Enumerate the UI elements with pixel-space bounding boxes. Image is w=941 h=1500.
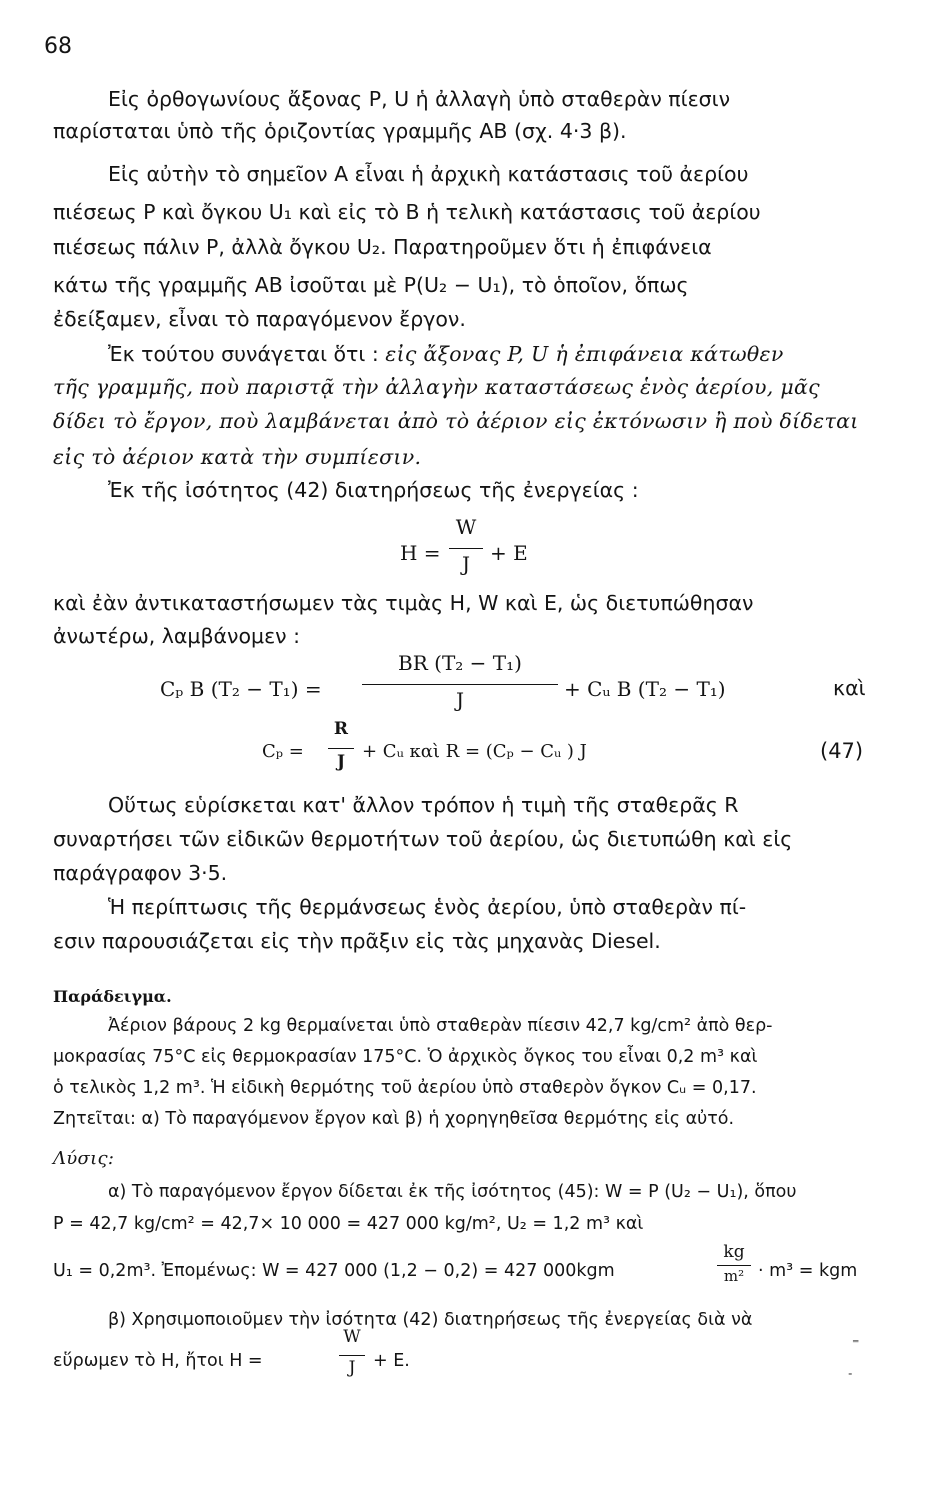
print-mark: ˗: [848, 1366, 853, 1382]
print-mark: ⁼: [852, 1336, 860, 1352]
text-line: πιέσεως P καὶ ὄγκου U₁ καὶ εἰς τὸ Β ἡ τελικὴ κατάστασις τοῦ ἀερίου: [53, 200, 761, 224]
solution-line: P = 42,7 kg/cm² = 42,7× 10 000 = 427 000 kg/m², U₂ = 1,2 m³ καὶ: [53, 1214, 644, 1234]
text-line: Οὕτως εὑρίσκεται κατ' ἄλλον τρόπον ἡ τιμὴ τῆς σταθερᾶς R: [108, 793, 739, 817]
solution-line: U₁ = 0,2m³. Ἐπομένως: W = 427 000 (1,2 − 0,2) = 427 000kgm: [53, 1261, 615, 1281]
solution-line: β) Χρησιμοποιοῦμεν τὴν ἰσότητα (42) διατηρήσεως τῆς ἐνεργείας διὰ νὰ: [108, 1310, 753, 1330]
text-line: κάτω τῆς γραμμῆς ΑΒ ἰσοῦται μὲ P(U₂ − U₁), τὸ ὁποῖον, ὅπως: [53, 273, 689, 297]
text-line: ἀνωτέρω, λαμβάνομεν :: [53, 624, 301, 648]
italic-span: εἰς ἄξονας P, U ἡ ἐπιφάνεια κάτωθεν: [385, 342, 784, 366]
solution-line: · m³ = kgm: [758, 1261, 858, 1281]
fraction-bar: [717, 1265, 751, 1266]
text-line: ἐδείξαμεν, εἶναι τὸ παραγόμενον ἔργον.: [53, 307, 466, 331]
eq-denominator: J: [348, 1358, 356, 1378]
fraction-bar: [328, 748, 354, 749]
text-line: Εἰς αὐτὴν τὸ σημεῖον Α εἶναι ἡ ἀρχικὴ κατάστασις τοῦ ἀερίου: [108, 162, 749, 186]
text-line: παρίσταται ὑπὸ τῆς ὁριζοντίας γραμμῆς ΑΒ (σχ. 4·3 β).: [53, 119, 627, 143]
example-line: Ζητεῖται: α) Τὸ παραγόμενον ἔργον καὶ β) ἡ χορηγηθεῖσα θερμότης εἰς αὐτό.: [53, 1109, 735, 1129]
italic-line: εἰς τὸ ἀέριον κατὰ τὴν συμπίεσιν.: [53, 445, 422, 469]
text-line: Ἐκ τῆς ἰσότητος (42) διατηρήσεως τῆς ἐνεργείας :: [108, 478, 639, 502]
eq-lhs: Cₚ =: [262, 741, 304, 762]
text-line: καὶ ἐὰν ἀντικαταστήσωμεν τὰς τιμὰς H, W καὶ E, ὡς διετυπώθησαν: [53, 591, 754, 615]
unit-denominator: m²: [723, 1267, 745, 1285]
text-span: Ἐκ τούτου συνάγεται ὅτι :: [108, 342, 379, 366]
text-line: [108, 341, 784, 367]
eq-numerator: BR (T₂ − T₁): [398, 651, 522, 675]
italic-line: τῆς γραμμῆς, ποὺ παριστᾷ τὴν ἀλλαγὴν καταστάσεως ἑνὸς ἀερίου, μᾶς: [53, 375, 820, 399]
solution-line: + E.: [373, 1351, 410, 1371]
example-heading: Παράδειγμα.: [53, 987, 172, 1006]
fraction-bar: [339, 1355, 365, 1356]
text-line: Εἰς ὀρθογωνίους ἄξονας P, U ἡ ἀλλαγὴ ὑπὸ σταθερὰν πίεσιν: [108, 87, 731, 111]
text-line: συναρτήσει τῶν εἰδικῶν θερμοτήτων τοῦ ἀερίου, ὡς διετυπώθη καὶ εἰς: [53, 827, 793, 851]
eq-numerator: W: [455, 515, 477, 539]
solution-label: Λύσις:: [53, 1148, 115, 1169]
solution-line: α) Τὸ παραγόμενον ἔργον δίδεται ἐκ τῆς ἰσότητος (45): W = P (U₂ − U₁), ὅπου: [108, 1182, 797, 1202]
fraction-bar: [449, 548, 483, 549]
text-line: πιέσεως πάλιν P, ἀλλὰ ὄγκου U₂. Παρατηροῦμεν ὅτι ἡ ἐπιφάνεια: [53, 235, 712, 259]
eq-denominator: J: [336, 752, 346, 772]
italic-line: δίδει τὸ ἔργον, ποὺ λαμβάνεται ἀπὸ τὸ ἀέριον εἰς ἐκτόνωσιν ἢ ποὺ δίδεται: [53, 409, 859, 433]
eq-rhs: + E: [490, 541, 528, 565]
eq-numerator: W: [343, 1327, 361, 1347]
equation-number: (47): [820, 739, 864, 763]
eq-lhs: Cₚ B (T₂ − T₁) =: [160, 677, 322, 701]
eq-denominator: J: [461, 552, 471, 576]
example-line: μοκρασίας 75°C εἰς θερμοκρασίαν 175°C. Ὁ ἀρχικὸς ὄγκος του εἶναι 0,2 m³ καὶ: [53, 1047, 758, 1067]
unit-numerator: kg: [723, 1242, 745, 1262]
example-line: ὁ τελικὸς 1,2 m³. Ἡ εἰδικὴ θερμότης τοῦ ἀερίου ὑπὸ σταθερὸν ὄγκον Cᵤ = 0,17.: [53, 1078, 757, 1098]
text-line: εσιν παρουσιάζεται εἰς τὴν πρᾶξιν εἰς τὰς μηχανὰς Diesel.: [53, 929, 661, 953]
example-line: Ἀέριον βάρους 2 kg θερμαίνεται ὑπὸ σταθερὰν πίεσιν 42,7 kg/cm² ἀπὸ θερ-: [108, 1016, 773, 1036]
text-line: παράγραφον 3·5.: [53, 861, 228, 885]
eq-tail: καὶ: [833, 676, 866, 700]
eq-numerator: R: [333, 719, 349, 739]
fraction-bar: [362, 684, 558, 685]
solution-line: εὕρωμεν τὸ H, ἤτοι H =: [53, 1351, 263, 1371]
eq-rhs: + Cᵤ B (T₂ − T₁): [564, 677, 726, 701]
page-number: 68: [44, 34, 72, 59]
eq-denominator: J: [455, 688, 465, 712]
text-line: Ἡ περίπτωσις τῆς θερμάνσεως ἑνὸς ἀερίου, ὑπὸ σταθερὰν πί-: [108, 895, 747, 919]
eq-lhs: H =: [400, 541, 441, 565]
eq-rhs: + Cᵤ καὶ R = (Cₚ − Cᵤ ) J: [362, 741, 587, 762]
